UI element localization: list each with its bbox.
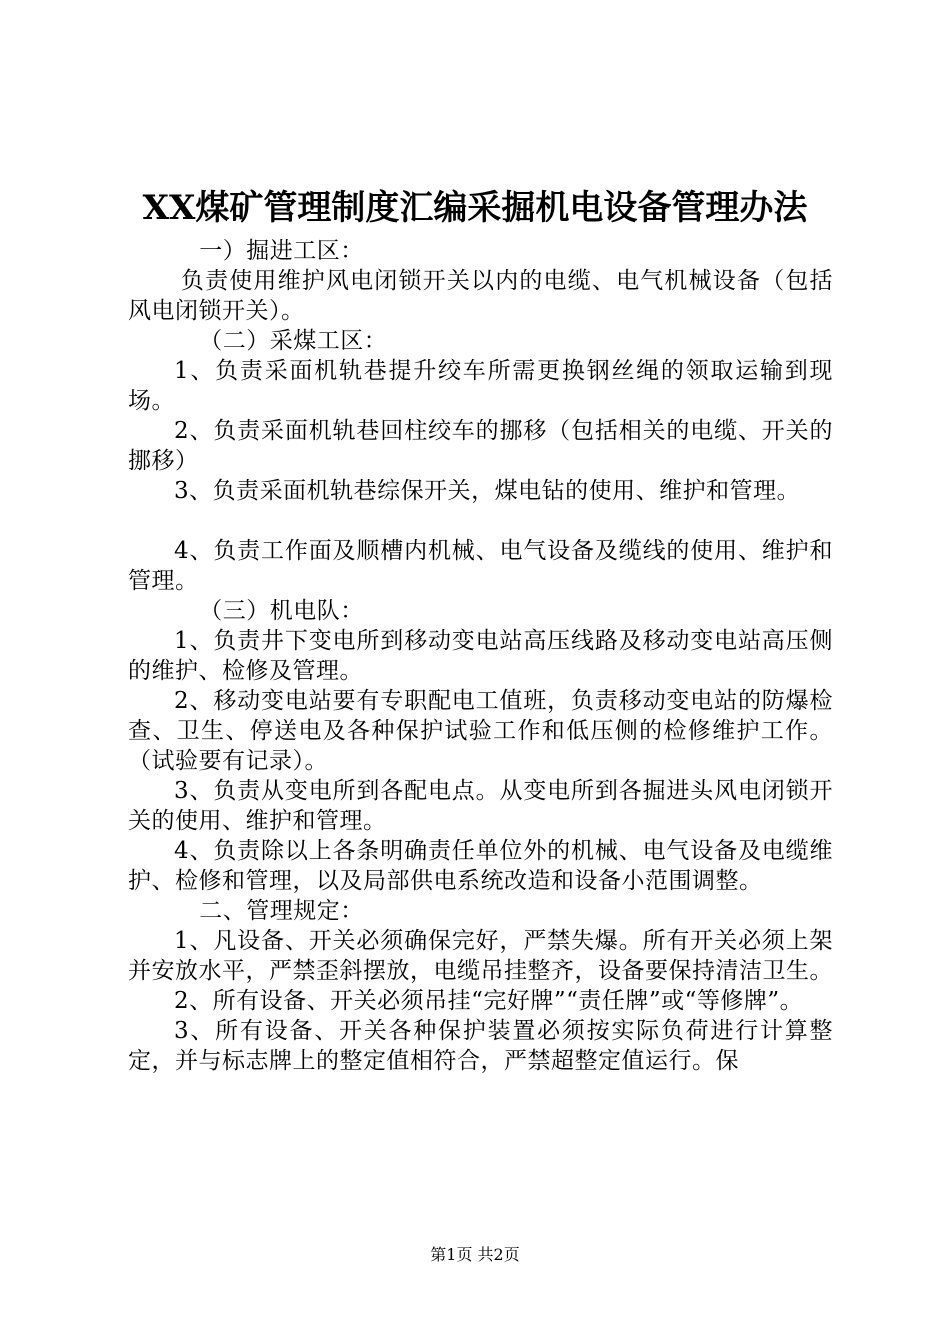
paragraph: 2、所有设备、开关必须吊挂“完好牌”“责任牌”或“等修牌”。 bbox=[174, 988, 804, 1014]
document-body bbox=[128, 236, 833, 1076]
paragraph: 3、负责从变电所到各配电点。从变电所到各掘进头风电闭锁开关的使用、维护和管理。 bbox=[128, 778, 833, 834]
paragraph: 1、负责采面机轨巷提升绞车所需更换钢丝绳的领取运输到现场。 bbox=[128, 358, 833, 414]
paragraph: 4、负责除以上各条明确责任单位外的机械、电气设备及电缆维护、检修和管理，以及局部供电系统改造和设备小范围调整。 bbox=[128, 838, 833, 894]
paragraph: 2、移动变电站要有专职配电工值班，负责移动变电站的防爆检查、卫生、停送电及各种保护试验工作和低压侧的检修维护工作。（试验要有记录）。 bbox=[128, 688, 833, 774]
page-number-footer: 第1页 共2页 bbox=[430, 1245, 520, 1264]
section-heading-management-rules: 二、管理规定： bbox=[199, 898, 364, 924]
section-heading-electromechanical: （三）机电队： bbox=[199, 598, 364, 624]
paragraph: 4、负责工作面及顺槽内机械、电气设备及缆线的使用、维护和管理。 bbox=[128, 538, 833, 594]
section-heading-excavation: 一）掘进工区： bbox=[199, 238, 364, 264]
paragraph: 1、负责井下变电所到移动变电站高压线路及移动变电站高压侧的维护、检修及管理。 bbox=[128, 628, 833, 684]
paragraph: 负责使用维护风电闭锁开关以内的电缆、电气机械设备（包括风电闭锁开关）。 bbox=[128, 268, 833, 324]
paragraph: 1、凡设备、开关必须确保完好，严禁失爆。所有开关必须上架并安放水平，严禁歪斜摆放，电缆吊挂整齐，设备要保持清洁卫生。 bbox=[128, 928, 833, 984]
section-heading-coal-mining: （二）采煤工区： bbox=[199, 328, 388, 354]
document-title: XX煤矿管理制度汇编采掘机电设备管理办法 bbox=[142, 188, 808, 228]
paragraph: 3、负责采面机轨巷综保开关，煤电钻的使用、维护和管理。 bbox=[174, 478, 801, 504]
paragraph: 3、所有设备、开关各种保护装置必须按实际负荷进行计算整定，并与标志牌上的整定值相符合，严禁超整定值运行。保 bbox=[128, 1018, 833, 1074]
paragraph: 2、负责采面机轨巷回柱绞车的挪移（包括相关的电缆、开关的挪移） bbox=[128, 418, 833, 474]
